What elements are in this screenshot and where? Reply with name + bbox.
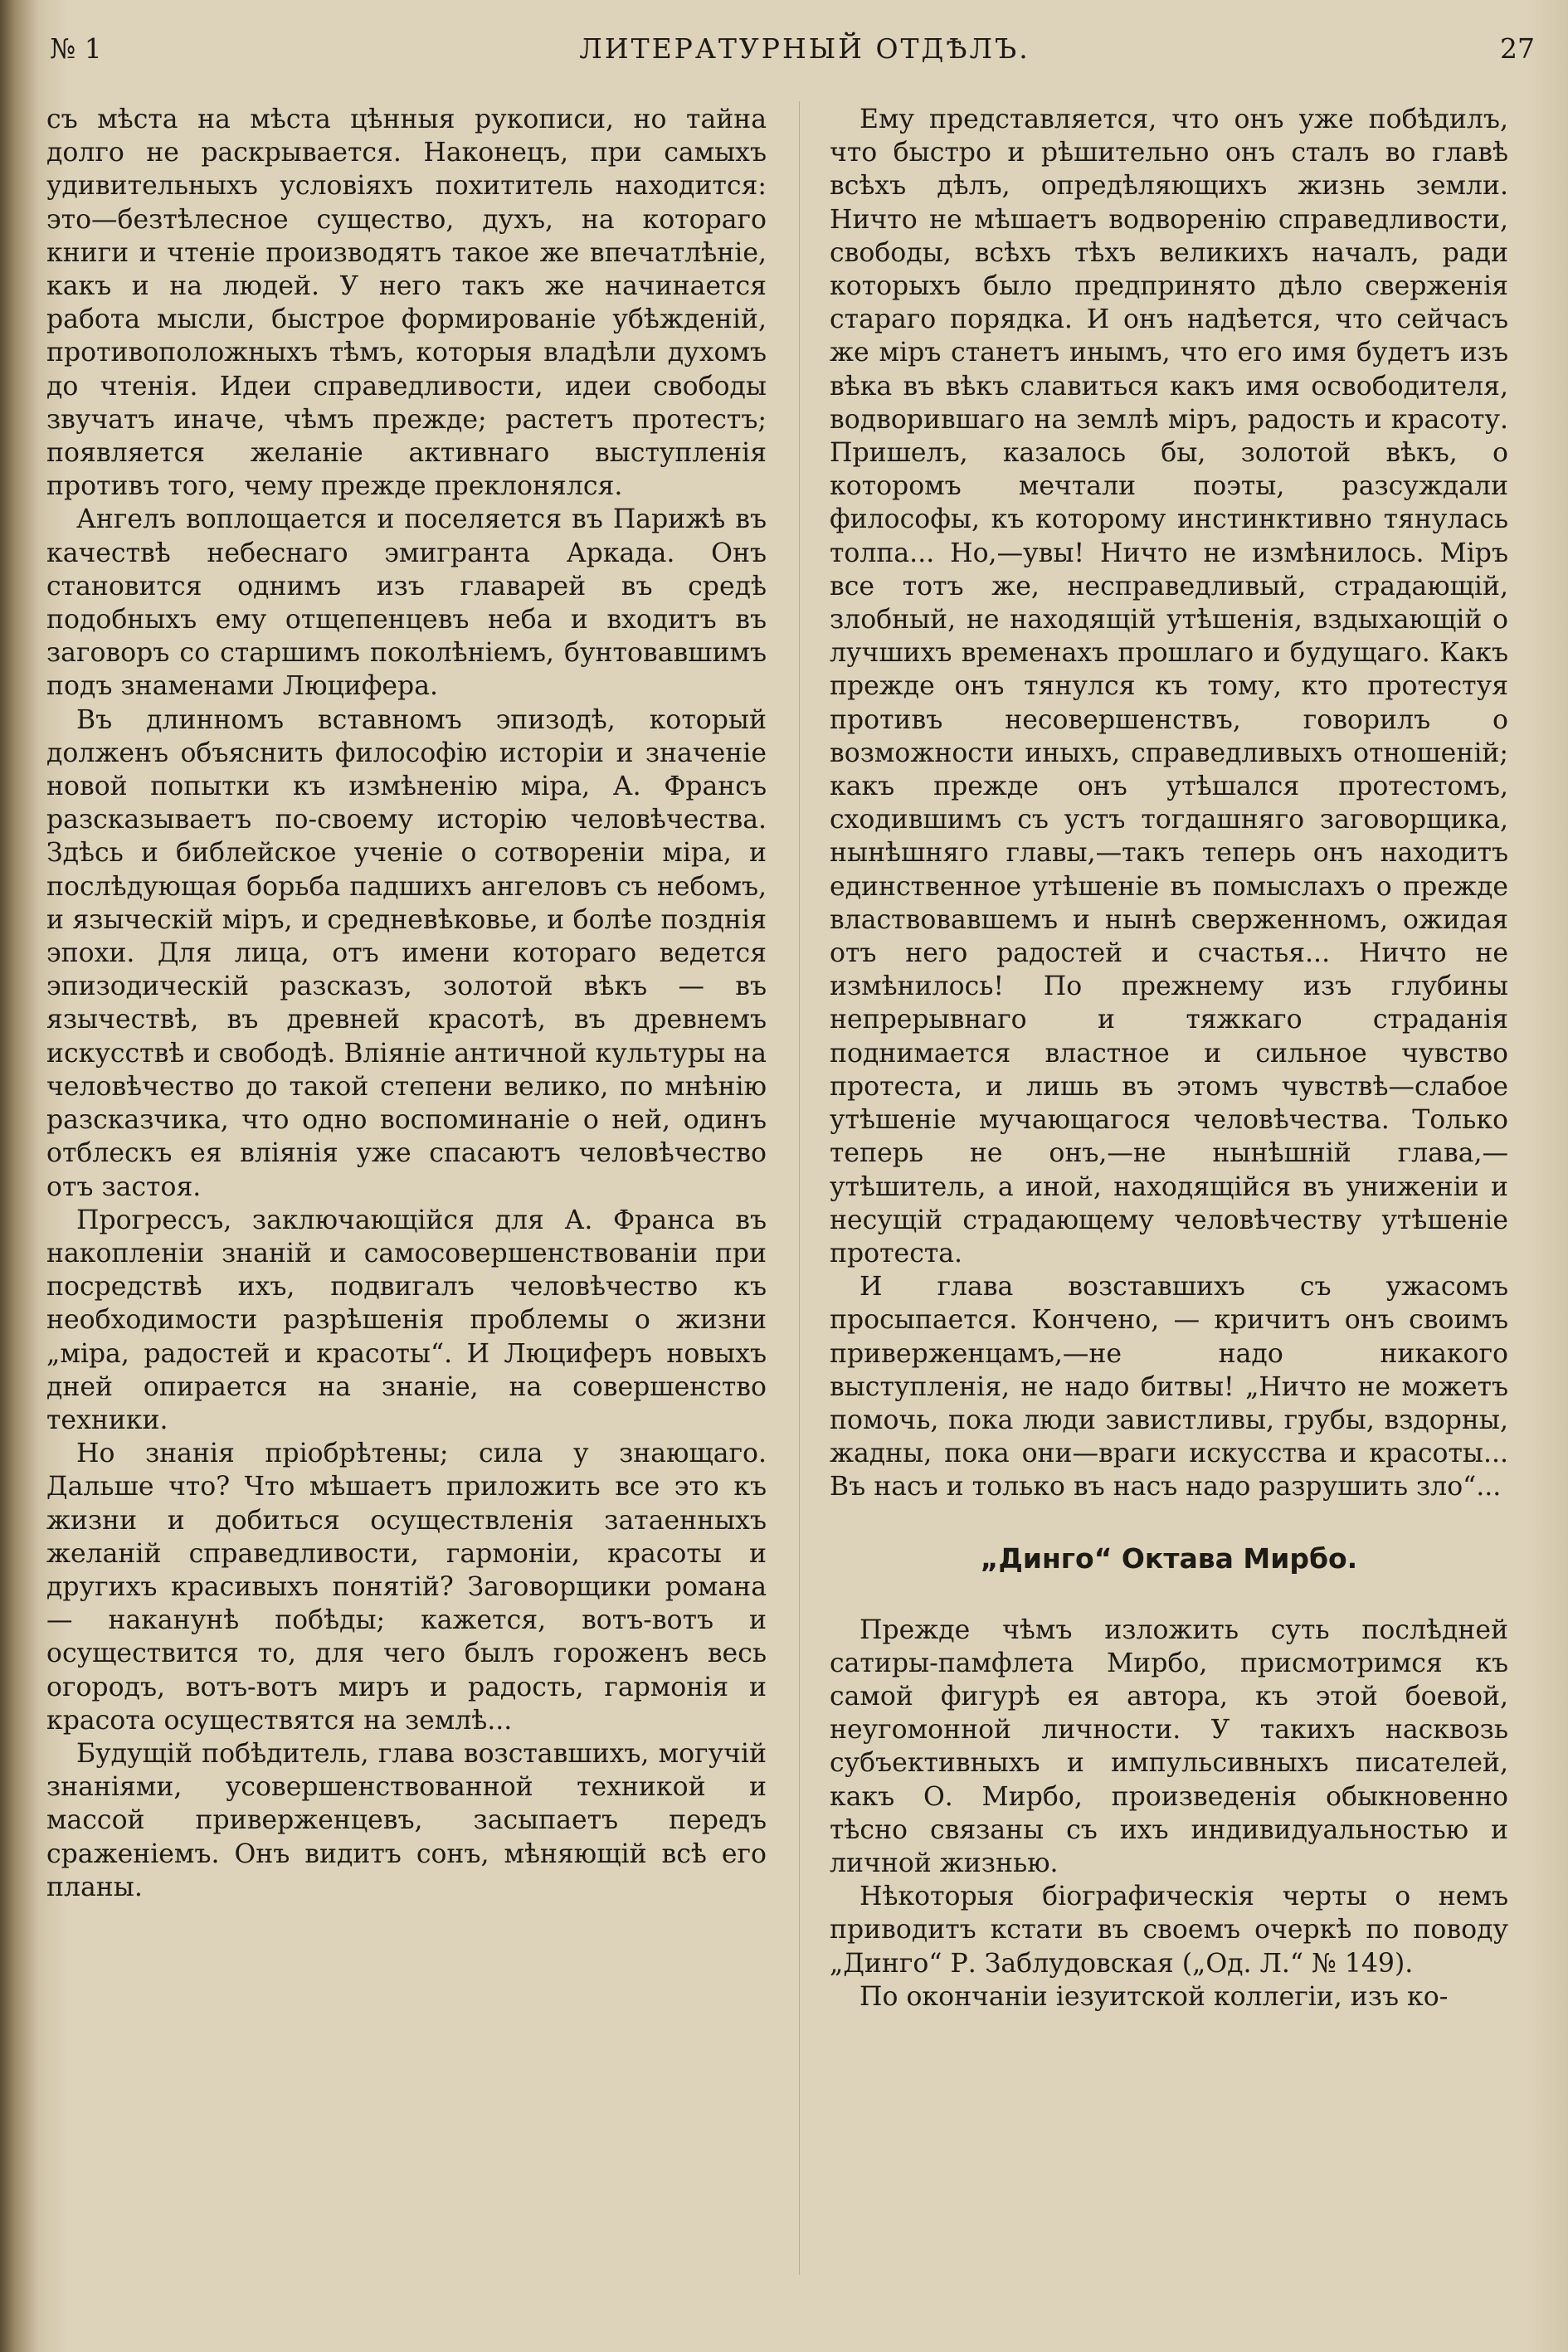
left-column	[46, 103, 767, 1904]
article-heading: „Динго“ Октава Мирбо.	[980, 1541, 1358, 1575]
paragraph: И глава возставшихъ съ ужасомъ просыпается. Кончено, — кричитъ онъ своимъ приверженцамъ,—не надо никакого выступленія, не надо битвы! „Ничто не можетъ помочь, пока люди завистливы, грубы, вздорны, жадны, пока они—враги искусства и красоты... Въ насъ и только въ насъ надо разрушить зло“...	[830, 1272, 1508, 1502]
paragraph: Будущій побѣдитель, глава возставшихъ, могучій знаніями, усовершенствованной техникой и массой приверженцевъ, засыпаетъ передъ сраженіемъ. Онъ видитъ сонъ, мѣняющій всѣ его планы.	[46, 1738, 767, 1902]
section-title: ЛИТЕРАТУРНЫЙ ОТДѢЛЪ.	[579, 32, 1030, 65]
paragraph: Но знанія пріобрѣтены; сила у знающаго. Дальше что? Что мѣшаетъ приложить все это къ жизни и добиться осуществленія затаенныхъ желаній справедливости, гармоніи, красоты и другихъ красивыхъ понятій? Заговорщики романа — наканунѣ побѣды; кажется, вотъ-вотъ и осуществится то, для чего былъ гороженъ весь огородъ, вотъ-вотъ миръ и радость, гармонія и красота осуществятся на землѣ...	[46, 1439, 767, 1736]
page-number: 27	[1500, 32, 1535, 65]
page-header	[50, 25, 1535, 71]
paragraph: Ему представляется, что онъ уже побѣдилъ, что быстро и рѣшительно онъ сталъ во главѣ всѣхъ дѣлъ, опредѣляющихъ жизнь земли. Ничто не мѣшаетъ водворенію справедливости, свободы, всѣхъ тѣхъ великихъ началъ, ради которыхъ было предпринято дѣло сверженія стараго порядка. И онъ надѣется, что сейчасъ же міръ станетъ инымъ, что его имя будетъ изъ вѣка въ вѣкъ славиться какъ имя освободителя, водворившаго на землѣ міръ, радость и красоту. Пришелъ, казалось бы, золотой вѣкъ, о которомъ мечтали поэты, разсуждали философы, къ которому инстинктивно тянулась толпа... Но,—увы! Ничто не измѣнилось. Міръ все тотъ же, несправедливый, страдающій, злобный, не находящій утѣшенія, вздыхающій о лучшихъ временахъ прошлаго и будущаго. Какъ прежде онъ тянулся къ тому, кто протестуя противъ несовершенствъ, говорилъ о возможности иныхъ, справедливыхъ отношеній; какъ прежде онъ утѣшался протестомъ, сходившимъ съ устъ тогдашняго заговорщика, нынѣшняго главы,—такъ теперь онъ находитъ единственное утѣшеніе въ помыслахъ о прежде властвовавшемъ и нынѣ сверженномъ, ожидая отъ него радостей и счастья... Ничто не измѣнилось! По прежнему изъ глубины непрерывнаго и тяжкаго страданія поднимается властное и сильное чувство протеста, и лишь въ этомъ чувствѣ—слабое утѣшеніе мучающагося человѣчества. Только теперь не онъ,—не нынѣшній глава,—утѣшитель, а иной, находящійся въ униженіи и несущій страдающему человѣчеству утѣшеніе протеста.	[830, 105, 1508, 1269]
right-column	[830, 103, 1508, 2014]
paragraph: Нѣкоторыя біографическія черты о немъ приводитъ кстати въ своемъ очеркѣ по поводу „Динго“ Р. Заблудовская („Од. Л.“ № 149).	[830, 1882, 1508, 1979]
paragraph: Ангелъ воплощается и поселяется въ Парижѣ въ качествѣ небеснаго эмигранта Аркада. Онъ становится однимъ изъ главарей въ средѣ подобныхъ ему отщепенцевъ неба и входитъ въ заговоръ со старшимъ поколѣніемъ, бунтовавшимъ подъ знаменами Люцифера.	[46, 504, 767, 702]
paragraph: Въ длинномъ вставномъ эпизодѣ, который долженъ объяснить философію исторіи и значеніе новой попытки къ измѣненію міра, А. Франсъ разсказываетъ по-своему исторію человѣчества. Здѣсь и библейское ученіе о сотвореніи міра, и послѣдующая борьба падшихъ ангеловъ съ небомъ, и языческій міръ, и средневѣковье, и болѣе позднія эпохи. Для лица, отъ имени котораго ведется эпизодическій разсказъ, золотой вѣкъ — въ язычествѣ, въ древней красотѣ, въ древнемъ искусствѣ и свободѣ. Вліяніе античной культуры на человѣчество до такой степени велико, по мнѣнію разсказчика, что одно воспоминаніе о ней, одинъ отблескъ ея вліянія уже спасаютъ человѣчество отъ застоя.	[46, 704, 767, 1202]
paragraph: Прежде чѣмъ изложить суть послѣдней сатиры-памфлета Мирбо, присмотримся къ самой фигурѣ ея автора, къ этой боевой, неугомонной личности. У такихъ насквозь субъективныхъ и импульсивныхъ писателей, какъ О. Мирбо, произведенія обыкновенно тѣсно связаны съ ихъ индивидуальностью и личной жизнью.	[830, 1614, 1508, 1878]
paragraph: По окончаніи іезуитской коллегіи, изъ ко-	[859, 1981, 1449, 2012]
paragraph: съ мѣста на мѣста цѣнныя рукописи, но тайна долго не раскрывается. Наконецъ, при самыхъ удивительныхъ условіяхъ похититель находится: это—безтѣлесное существо, духъ, на котораго книги и чтеніе производятъ такое же впечатлѣніе, какъ и на людей. У него такъ же начинается работа мысли, быстрое формированіе убѣжденій, противоположныхъ тѣмъ, которыя владѣли духомъ до чтенія. Идеи справедливости, идеи свободы звучатъ иначе, чѣмъ прежде; растетъ протестъ; появляется желаніе активнаго выступленія противъ того, чему прежде преклонялся.	[46, 105, 767, 502]
column-gutter	[799, 101, 800, 2275]
paragraph: Прогрессъ, заключающійся для А. Франса въ накопленіи знаній и самосовершенствованіи при посредствѣ ихъ, подвигалъ человѣчество къ необходимости разрѣшенія проблемы о жизни „міра, радостей и красоты“. И Люциферъ новыхъ дней опирается на знаніе, на совершенство техники.	[46, 1205, 767, 1435]
issue-number: № 1	[50, 32, 102, 65]
